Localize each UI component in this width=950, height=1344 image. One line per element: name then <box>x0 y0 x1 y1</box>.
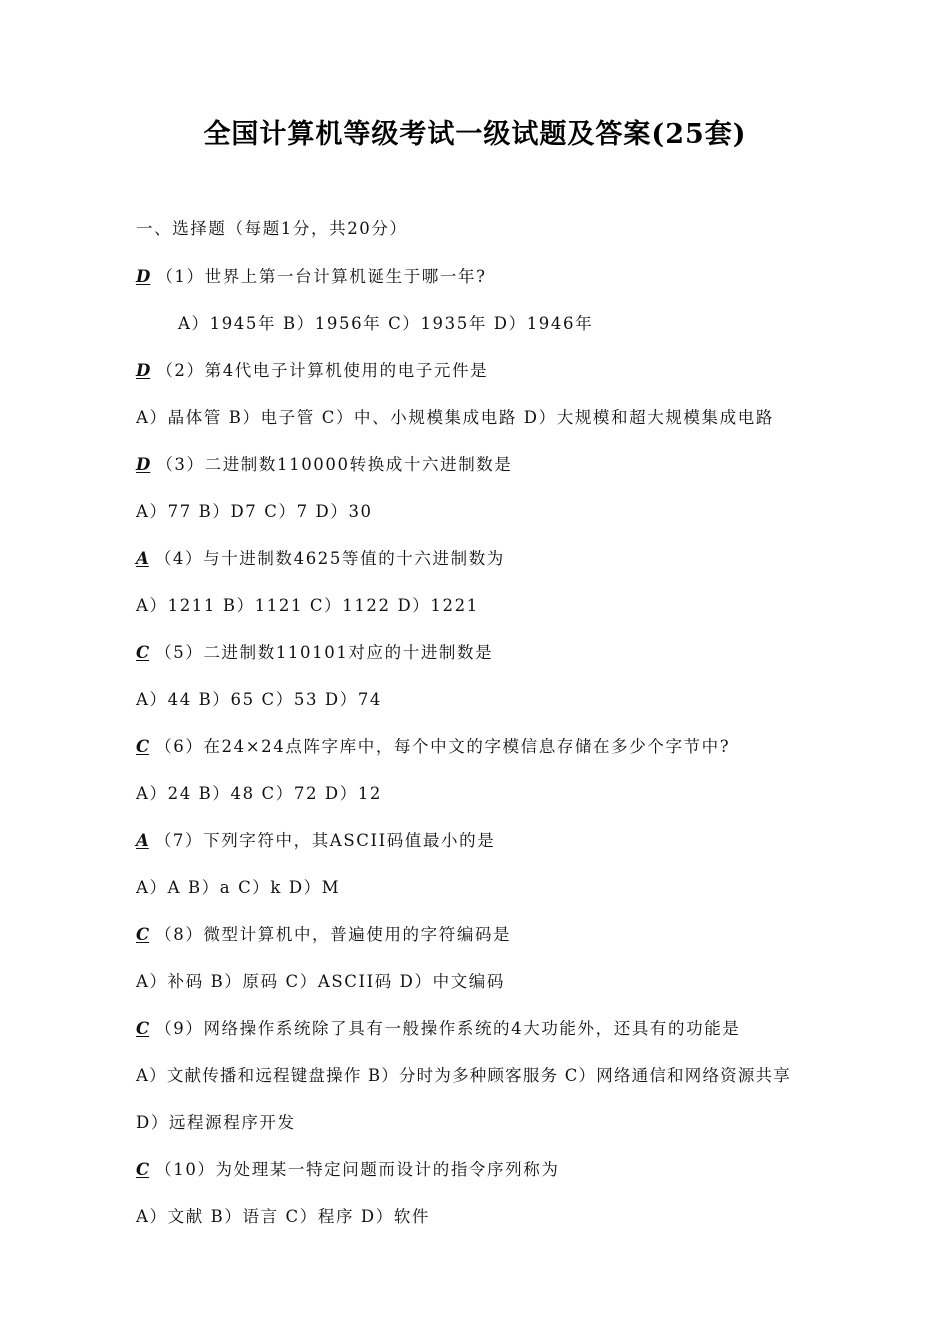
question-text: （4）与十进制数4625等值的十六进制数为 <box>154 549 505 568</box>
question-4 <box>136 548 505 570</box>
question-1-options: A）1945年 B）1956年 C）1935年 D）1946年 <box>178 314 594 333</box>
answer-mark: C <box>136 1019 150 1038</box>
question-9-options-cont: D）远程源程序开发 <box>136 1113 296 1132</box>
question-text: （5）二进制数110101对应的十进制数是 <box>155 643 494 662</box>
answer-mark: A <box>136 549 149 568</box>
page-title: 全国计算机等级考试一级试题及答案(25套) <box>203 119 747 150</box>
question-8-options: A）补码 B）原码 C）ASCII码 D）中文编码 <box>136 972 506 991</box>
section-heading: 一、选择题（每题1分，共20分） <box>136 219 408 238</box>
question-text: （8）微型计算机中，普遍使用的字符编码是 <box>155 925 512 944</box>
question-7-options: A）A B）a C）k D）M <box>136 878 341 897</box>
question-9-options: A）文献传播和远程键盘操作 B）分时为多种顾客服务 C）网络通信和网络资源共享 <box>136 1066 791 1085</box>
question-9 <box>136 1018 740 1040</box>
question-text: （3）二进制数110000转换成十六进制数是 <box>156 455 513 474</box>
question-text: （1）世界上第一台计算机诞生于哪一年? <box>156 267 487 286</box>
answer-mark: C <box>136 1160 150 1179</box>
question-6-options: A）24 B）48 C）72 D）12 <box>136 784 383 803</box>
answer-mark: C <box>136 925 150 944</box>
question-3 <box>136 454 513 476</box>
answer-mark: D <box>136 267 151 286</box>
question-10-options: A）文献 B）语言 C）程序 D）软件 <box>136 1207 431 1226</box>
question-text: （9）网络操作系统除了具有一般操作系统的4大功能外，还具有的功能是 <box>155 1019 741 1038</box>
question-8 <box>136 924 511 946</box>
answer-mark: A <box>136 831 149 850</box>
answer-mark: C <box>136 643 150 662</box>
answer-mark: C <box>136 737 150 756</box>
question-5 <box>136 642 493 664</box>
question-2 <box>136 360 488 382</box>
answer-mark: D <box>136 361 151 380</box>
question-text: （6）在24×24点阵字库中，每个中文的字模信息存储在多少个字节中? <box>155 737 731 756</box>
answer-mark: D <box>136 455 151 474</box>
question-5-options: A）44 B）65 C）53 D）74 <box>136 690 383 709</box>
question-text: （7）下列字符中，其ASCII码值最小的是 <box>154 831 496 850</box>
question-10 <box>136 1159 559 1181</box>
question-4-options: A）1211 B）1121 C）1122 D）1221 <box>136 596 479 615</box>
question-3-options: A）77 B）D7 C）7 D）30 <box>136 502 373 521</box>
question-1 <box>136 266 487 288</box>
question-text: （2）第4代电子计算机使用的电子元件是 <box>156 361 489 380</box>
question-2-options: A）晶体管 B）电子管 C）中、小规模集成电路 D）大规模和超大规模集成电路 <box>136 408 774 427</box>
question-text: （10）为处理某一特定问题而设计的指令序列称为 <box>155 1160 560 1179</box>
question-6 <box>136 736 730 758</box>
question-7 <box>136 830 495 852</box>
